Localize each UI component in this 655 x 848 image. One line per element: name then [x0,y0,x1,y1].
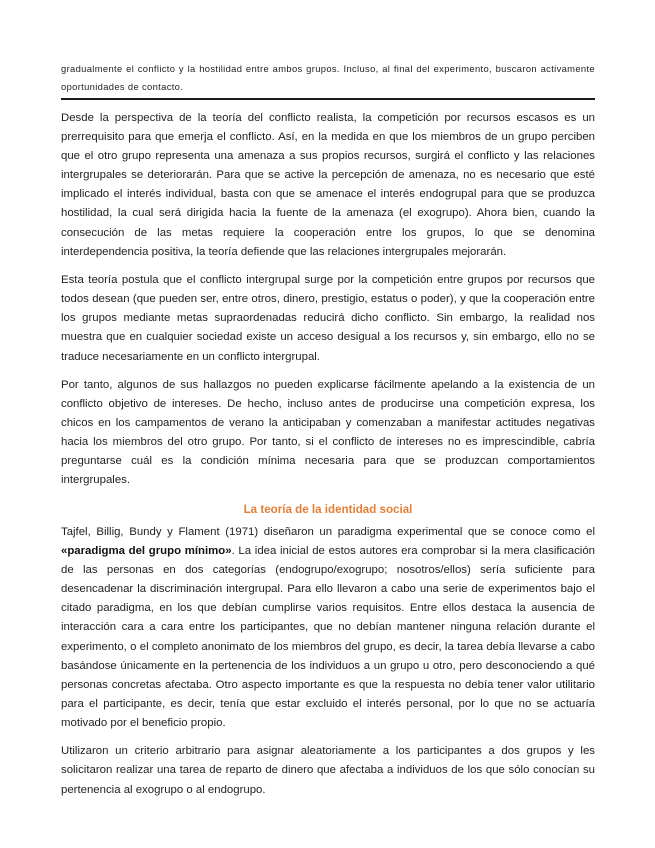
paradigm-term: «paradigma del grupo mínimo» [61,545,232,558]
section-title: La teoría de la identidad social [243,502,413,516]
paragraph-grupo-minimo-body: . La idea inicial de estos autores era comprobar si la mera clasificación de las personas en dos categorías (endogrupo/exogrupo; nosotros/ellos) sería suficiente para desencadenar la discriminación intergrupal. Para ello llevaron a cabo una serie de experimentos bajo el citado paradigma, en los que debían cumplirse varios requisitos. Entre ellos destaca la ausencia de interacción cara a cara entre los participantes, que no debían mantener ninguna relación durante el experimento, o el completo anonimato de los miembros del grupo, es decir, la tarea debía llevarse a cabo basándose únicamente en la pertenencia de los individuos a un grupo u otro, pero desconociendo a qué personas concretas afectaba. Otro aspecto importante es que la respuesta no debía tener valor utilitario para el participante, es decir, tenía que estar excluido el interés personal, por lo que no se actuaría motivado por el beneficio propio. [61,545,595,729]
paragraph-conflicto-realista: Desde la perspectiva de la teoría del conflicto realista, la competición por recursos escasos es un prerrequisito para que emerja el conflicto. Así, en la medida en que los miembros de un grupo perciben que el otro grupo representa una amenaza a sus propios recursos, surgirá el conflicto y las relaciones intergrupales se deteriorarán. Para que se active la percepción de amenaza, no es necesario que esté implicado el interés individual, basta con que se amenace el interés endogrupal para que se produzca hostilidad, la cual será dirigida hacia la fuente de la amenaza (el exogrupo). Ahora bien, cuando la consecución de las metas requiere la cooperación entre los grupos, lo que se denomina interdependencia positiva, la teoría defiende que las relaciones intergrupales mejorarán. [61,112,595,258]
paragraph-criterio-arbitrario: Utilizaron un criterio arbitrario para asignar aleatoriamente a los participantes a dos grupos y les solicitaron realizar una tarea de reparto de dinero que afectaba a individuos de los que sólo conocían su pertenencia al exogrupo o al endogrupo. [61,745,595,796]
paragraph-grupo-minimo [61,523,595,733]
header-note: gradualmente el conflicto y la hostilidad entre ambos grupos. Incluso, al final del experimento, buscaron activamente oportunidades de contacto. [61,60,595,100]
paragraph-teoria-postula: Esta teoría postula que el conflicto intergrupal surge por la competición entre grupos por recursos que todos desean (que pueden ser, entre otros, dinero, prestigio, estatus o poder), y que la cooperación entre los grupos mediante metas supraordenadas reducirá dicho conflicto. Sin embargo, la realidad nos muestra que en cualquier sociedad existe un acceso desigual a los recursos y, sin embargo, ello no se traduce necesariamente en un conflicto intergrupal. [61,274,595,363]
paragraph-hallazgos: Por tanto, algunos de sus hallazgos no pueden explicarse fácilmente apelando a la existencia de un conflicto objetivo de intereses. De hecho, incluso antes de producirse una competición expresa, los chicos en los campamentos de verano la anticipaban y comenzaban a manifestar actitudes negativas hacia los miembros del otro grupo. Por tanto, si el conflicto de intereses no es imprescindible, cabría preguntarse cuál es la condición mínima necesaria para que se produzcan comportamientos intergrupales. [61,379,595,487]
paragraph-grupo-minimo-intro: Tajfel, Billig, Bundy y Flament (1971) diseñaron un paradigma experimental que se conoce como el [61,525,595,538]
document-page [61,60,595,809]
